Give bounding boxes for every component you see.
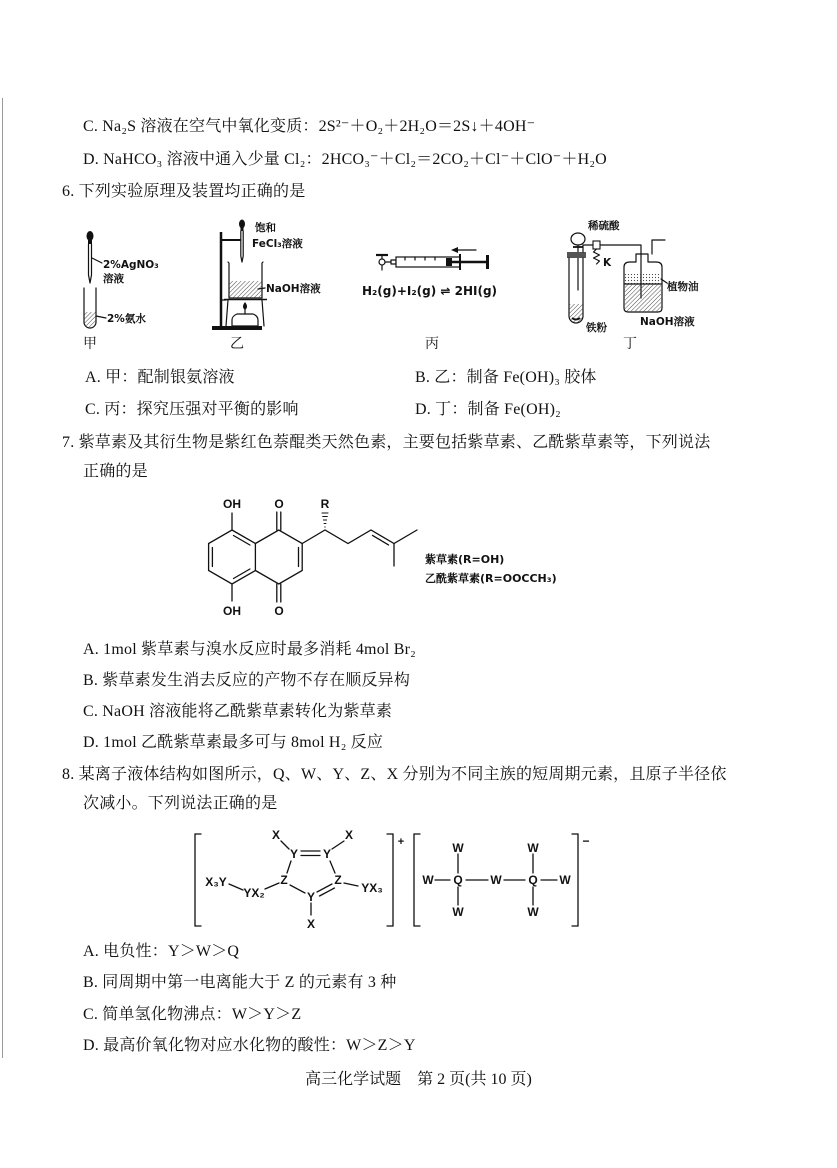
- q7-option-a: A. 1mol 紫草素与溴水反应时最多消耗 4mol Br₂: [83, 641, 416, 658]
- q6-apparatus-figures: [60, 210, 720, 360]
- alcohol-lamp: [232, 314, 258, 326]
- jia-reagent-bottom: 2%氨水: [107, 313, 146, 325]
- quinone-ring: [255, 530, 302, 584]
- stopcock-valve: [379, 259, 385, 265]
- q7-stem-line-1: 7. 紫草素及其衍生物是紫红色萘醌类天然色素，主要包括紫草素、乙酰紫草素等，下列说法: [62, 434, 711, 451]
- leader-line: [92, 258, 102, 263]
- ding-clamp-label: K: [603, 257, 612, 269]
- q8-stem-line-1: 8. 某离子液体结构如图所示，Q、W、Y、Z、X 分别为不同主族的短周期元素，且原子半径依: [62, 766, 727, 783]
- cation-y-bottom: Y: [306, 890, 316, 904]
- q6-stem: 6. 下列实验原理及装置均正确的是: [62, 183, 306, 200]
- ding-solid-label: 铁粉: [586, 322, 607, 334]
- atom-oh-top: OH: [223, 497, 241, 511]
- carbonyl-double-bonds: [277, 512, 281, 602]
- aromatic-double-bonds: [212, 536, 250, 579]
- tripod-leg: [226, 300, 228, 326]
- yi-reagent-top-2: FeCl₃溶液: [252, 238, 303, 250]
- oil-layer: [625, 274, 661, 284]
- test-tube-stopper: [567, 252, 586, 258]
- cation-y-top-left: Y: [289, 847, 299, 861]
- q7-stem-line-2: 正确的是: [83, 463, 148, 480]
- legend-shikonin: 紫草素(R=OH): [425, 553, 505, 566]
- cation-x-bottom: X: [306, 917, 316, 931]
- hashed-wedge-bond: [322, 513, 329, 527]
- separatory-funnel: [571, 233, 585, 245]
- side-chain: [302, 530, 417, 566]
- anion-w-bottom-2: W: [527, 905, 539, 919]
- page-margin-rule: [2, 98, 3, 1058]
- tripod-leg: [262, 300, 264, 326]
- q6-option-c: C. 丙：探究压强对平衡的影响: [85, 401, 299, 418]
- q6-option-d: D. 丁：制备 Fe(OH)₂: [415, 401, 561, 418]
- anion-w-top-1: W: [452, 841, 464, 855]
- flame: [243, 302, 247, 310]
- dropper-collar: [88, 240, 92, 244]
- ding-oil-label: 植物油: [667, 281, 699, 293]
- side-chain-double-bond: [373, 535, 389, 545]
- q8-option-a: A. 电负性：Y＞W＞Q: [83, 943, 240, 960]
- bing-caption: 丙: [425, 337, 439, 352]
- q7-option-b: B. 紫草素发生消去反应的产物不存在顺反异构: [83, 672, 411, 689]
- anion-w-left: W: [422, 873, 434, 887]
- q8-option-b: B. 同周期中第一电离能大于 Z 的元素有 3 种: [83, 974, 397, 991]
- q7-option-c: C. NaOH 溶液能将乙酰紫草素转化为紫草素: [83, 703, 393, 720]
- cation-yx2-group: YX₂: [243, 886, 265, 900]
- anion-bracket-right: [572, 834, 578, 926]
- anion-q-2: Q: [528, 873, 538, 887]
- benzene-ring: [209, 530, 256, 584]
- anion-q-1: Q: [453, 873, 463, 887]
- anion-w-top-2: W: [527, 841, 539, 855]
- dropper-bulb: [87, 231, 94, 241]
- cation-charge: +: [397, 836, 405, 848]
- q8-stem-line-2: 次减小。下列说法正确的是: [83, 795, 278, 812]
- q6-option-a: A. 甲：配制银氨溶液: [85, 369, 235, 386]
- yi-caption: 乙: [230, 337, 244, 352]
- cation-x-top-left: X: [271, 828, 281, 842]
- ionic-liquid-structure: [185, 820, 605, 935]
- anion-bracket-left: [414, 834, 420, 926]
- figure-yi: [212, 220, 321, 353]
- leader-line: [96, 316, 106, 318]
- q5-option-c: C. Na₂S 溶液在空气中氧化变质：2S²⁻＋O₂＋2H₂O＝2S↓＋4OH⁻: [83, 118, 536, 135]
- shikonin-structure: [190, 490, 590, 625]
- anion-w-bottom-1: W: [452, 905, 464, 919]
- ding-solution-label: NaOH溶液: [640, 316, 695, 328]
- dropper-bulb: [239, 220, 245, 229]
- jia-reagent-top: 2%AgNO₃: [103, 259, 159, 271]
- syringe-nozzle: [391, 260, 396, 264]
- beaker-liquid: [230, 281, 262, 297]
- figure-ding: [567, 219, 699, 352]
- cation-x-top-right: X: [344, 828, 354, 842]
- figure-jia: [83, 231, 159, 352]
- anion-w-right: W: [559, 873, 571, 887]
- cation-z-left: Z: [280, 873, 288, 887]
- q7-option-d: D. 1mol 乙酰紫草素最多可与 8mol H₂ 反应: [83, 734, 384, 751]
- yi-reagent-top: 饱和: [255, 222, 276, 234]
- ding-caption: 丁: [623, 337, 637, 352]
- jia-reagent-top-2: 溶液: [103, 273, 124, 285]
- q8-option-c: C. 简单氢化物沸点：W＞Y＞Z: [83, 1006, 302, 1023]
- cation-x3y-group: X₃Y: [205, 875, 227, 889]
- jia-caption: 甲: [83, 337, 97, 352]
- syringe-plunger-handle: [486, 255, 489, 269]
- q6-option-b: B. 乙：制备 Fe(OH)₃ 胶体: [415, 369, 597, 386]
- atom-o-bottom: O: [274, 604, 284, 618]
- atom-oh-bottom: OH: [223, 604, 241, 618]
- naoh-layer: [625, 285, 661, 312]
- legend-acetylshikonin: 乙酰紫草素(R=OOCCH₃): [425, 572, 557, 585]
- anion-charge: −: [582, 834, 590, 848]
- cation-y-top-right: Y: [322, 847, 332, 861]
- test-tube-liquid: [85, 312, 96, 327]
- clip-spring: [594, 249, 600, 264]
- page-footer: 高三化学试题 第 2 页(共 10 页): [305, 1071, 532, 1088]
- cation-bracket-left: [195, 834, 201, 926]
- bing-equation: H₂(g)+I₂(g) ⇌ 2HI(g): [362, 284, 498, 298]
- outlet-tube: [652, 240, 665, 254]
- push-arrow-head: [451, 247, 458, 253]
- anion-w-middle: W: [490, 873, 502, 887]
- q8-option-d: D. 最高价氧化物对应水化物的酸性：W＞Z＞Y: [83, 1037, 416, 1054]
- syringe-plunger-head: [446, 258, 452, 266]
- dropper-tube: [241, 231, 243, 262]
- cation-yx3-group: YX₃: [361, 881, 383, 895]
- dropper-tube: [89, 244, 92, 283]
- cation-bracket-right: [387, 834, 393, 926]
- atom-o-top: O: [274, 497, 284, 511]
- cation-z-right: Z: [334, 873, 342, 887]
- spring-clip: [593, 241, 600, 249]
- q5-option-d: D. NaHCO₃ 溶液中通入少量 Cl₂：2HCO₃⁻＋Cl₂＝2CO₂＋Cl⁻＋ClO⁻＋H₂O: [83, 151, 607, 168]
- ding-acid-label: 稀硫酸: [588, 220, 620, 232]
- atom-r: R: [320, 497, 330, 511]
- figure-bing: [362, 247, 497, 352]
- yi-beaker-label: NaOH溶液: [266, 283, 321, 295]
